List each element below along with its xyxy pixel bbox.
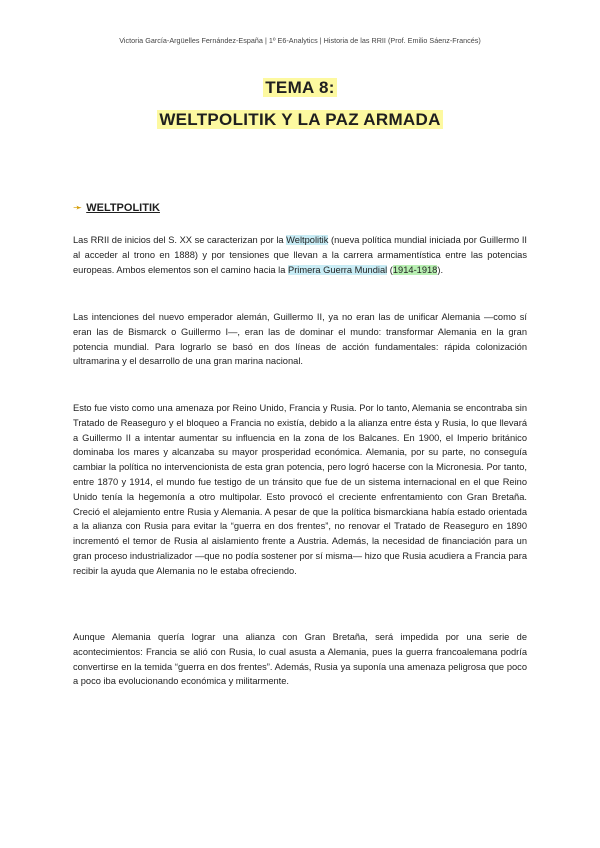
title-line-1-text: TEMA 8: xyxy=(265,78,335,97)
p1-text-b: (nueva política mundial iniciada por Guillermo II al acceder al trono en 1888) y por tensiones que llevan a la carrera armamentística entre las potencias europeas. Ambos elementos son el camino hacia la xyxy=(73,235,527,275)
page-header: Victoria García-Argüelles Fernández-España | 1º E6-Analytics | Historia de las RRII (Prof. Emilio Sáenz-Francés) xyxy=(119,36,481,45)
p1-text-c: ( xyxy=(387,264,393,275)
paragraph-3: Esto fue visto como una amenaza por Reino Unido, Francia y Rusia. Por lo tanto, Alemania se encontraba sin Tratado de Reaseguro y el bloqueo a Francia no existía, debido a la alianza entre ésta y Rusia, lo que llevará a Guillermo II a intentar aumentar su influencia en la zona de los Balcanes. En 1900, el Imperio británico dominaba los mares y alcanzaba su mayor prosperidad económica. Alemania, por su parte, no conseguía cambiar la política no intervencionista de esta gran potencia, pero logró hacerse con la Micronesia. Por tanto, entre 1870 y 1914, el mundo fue testigo de un tránsito que fue de un sistema internacional en el que Reino Unido tenía la hegemonía a otro multipolar. Esto provocó el creciente enfrentamiento con Gran Bretaña. Creció el alejamiento entre Rusia y Alemania. A pesar de que la política bismarckiana había estado orientada a la alianza con Rusia para evitar la “guerra en dos frentes”, no renovar el Tratado de Reaseguro en 1890 incrementó el temor de Rusia al aislamiento frente a Austria. Además, la necesidad de financiación para un gran proceso industrializador —que no podía sostener por sí misma— hizo que Rusia acudiera a Francia para recibir la ayuda que Alemania no le estaba ofreciendo. xyxy=(73,403,527,576)
title-line-2 xyxy=(0,110,600,130)
arrow-icon: ➛ xyxy=(73,202,83,214)
title-line-2-text: WELTPOLITIK Y LA PAZ ARMADA xyxy=(159,110,441,129)
p1-text-a: Las RRII de inicios del S. XX se caracterizan por la xyxy=(73,235,287,245)
paragraph-2: Las intenciones del nuevo emperador alemán, Guillermo II, ya no eran las de unificar Alemania —como sí eran las de Bismarck o Guillermo I—, eran las de dominar el mundo: transformar Alemania en la gran potencia mundial. Para lograrlo se basó en dos líneas de acción fundamentales: rápida colonización ultramarina y el desarrollo de una gran marina nacional. xyxy=(73,312,527,367)
highlight-primera-guerra: Primera Guerra Mundial xyxy=(288,264,388,275)
section-label: WELTPOLITIK xyxy=(86,201,160,214)
paragraph-1 xyxy=(73,233,527,277)
p1-text-d: ). xyxy=(437,264,444,275)
title-line-1 xyxy=(0,78,600,98)
paragraph-4: Aunque Alemania quería lograr una alianza con Gran Bretaña, será impedida por una serie de acontecimientos: Francia se alió con Rusia, lo cual asusta a Alemania, pues la guerra francoalemana podría convertirse en la temida “guerra en dos frentes”. Además, Rusia ya suponía una amenaza peligrosa que poco a poco iba evolucionando económica y militarmente. xyxy=(73,632,527,687)
section-heading xyxy=(73,201,160,214)
highlight-dates: 1914-1918 xyxy=(392,264,438,275)
highlight-weltpolitik: Weltpolitik xyxy=(286,235,329,245)
